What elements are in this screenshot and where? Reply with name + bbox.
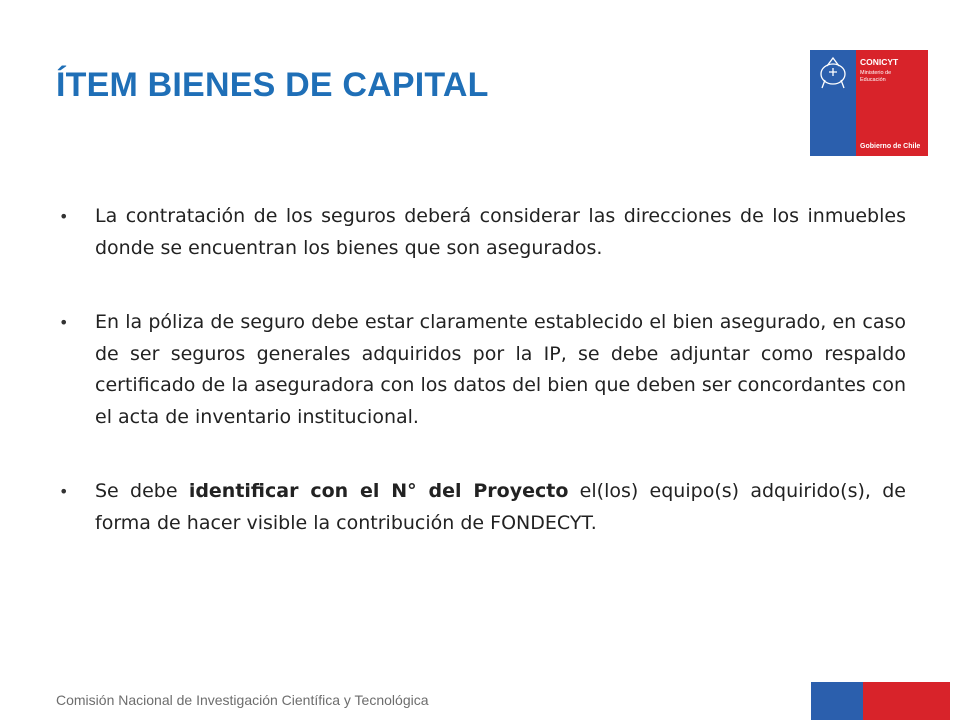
- bullet-marker: •: [59, 482, 69, 501]
- bullet-marker: •: [59, 313, 69, 332]
- flag-blue-segment: [811, 682, 863, 720]
- slide-title: ÍTEM BIENES DE CAPITAL: [56, 66, 489, 104]
- bullet-text: En la póliza de seguro debe estar claramente establecido el bien asegurado, en caso de ser seguros generales adquiridos por la IP, se debe adjuntar como respaldo certificado de la aseguradora con los datos del bien que deben ser concordantes con el acta de inventario institucional.: [95, 311, 906, 428]
- footer-org-name: Comisión Nacional de Investigación Científica y Tecnológica: [56, 692, 429, 708]
- bullet-text: La contratación de los seguros deberá considerar las direcciones de los inmuebles donde se encuentran los bienes que son asegurados.: [95, 205, 906, 259]
- bullet-marker: •: [59, 207, 69, 226]
- bullet-text-bold: identificar con el N° del Proyecto: [188, 480, 569, 502]
- logo-ministry-line2: Educación: [860, 77, 886, 83]
- logo-org-name: CONICYT: [860, 57, 899, 67]
- bullet-text-before: Se debe: [95, 480, 189, 502]
- bullet-item: [56, 307, 906, 433]
- logo-government: Gobierno de Chile: [860, 143, 921, 150]
- flag-color-bar: [811, 682, 950, 720]
- bullet-text-after: el(los) equipo(s) adquirido(s), de forma de hacer visible la contribución de FONDECYT.: [95, 480, 906, 534]
- bullet-item: [56, 201, 906, 264]
- bullet-list: [56, 201, 906, 582]
- logo-blue-field: [810, 50, 856, 156]
- logo-ministry-line1: Ministerio de: [860, 70, 892, 76]
- conicyt-logo: [810, 50, 928, 156]
- bullet-item: [56, 476, 906, 539]
- flag-red-segment: [863, 682, 950, 720]
